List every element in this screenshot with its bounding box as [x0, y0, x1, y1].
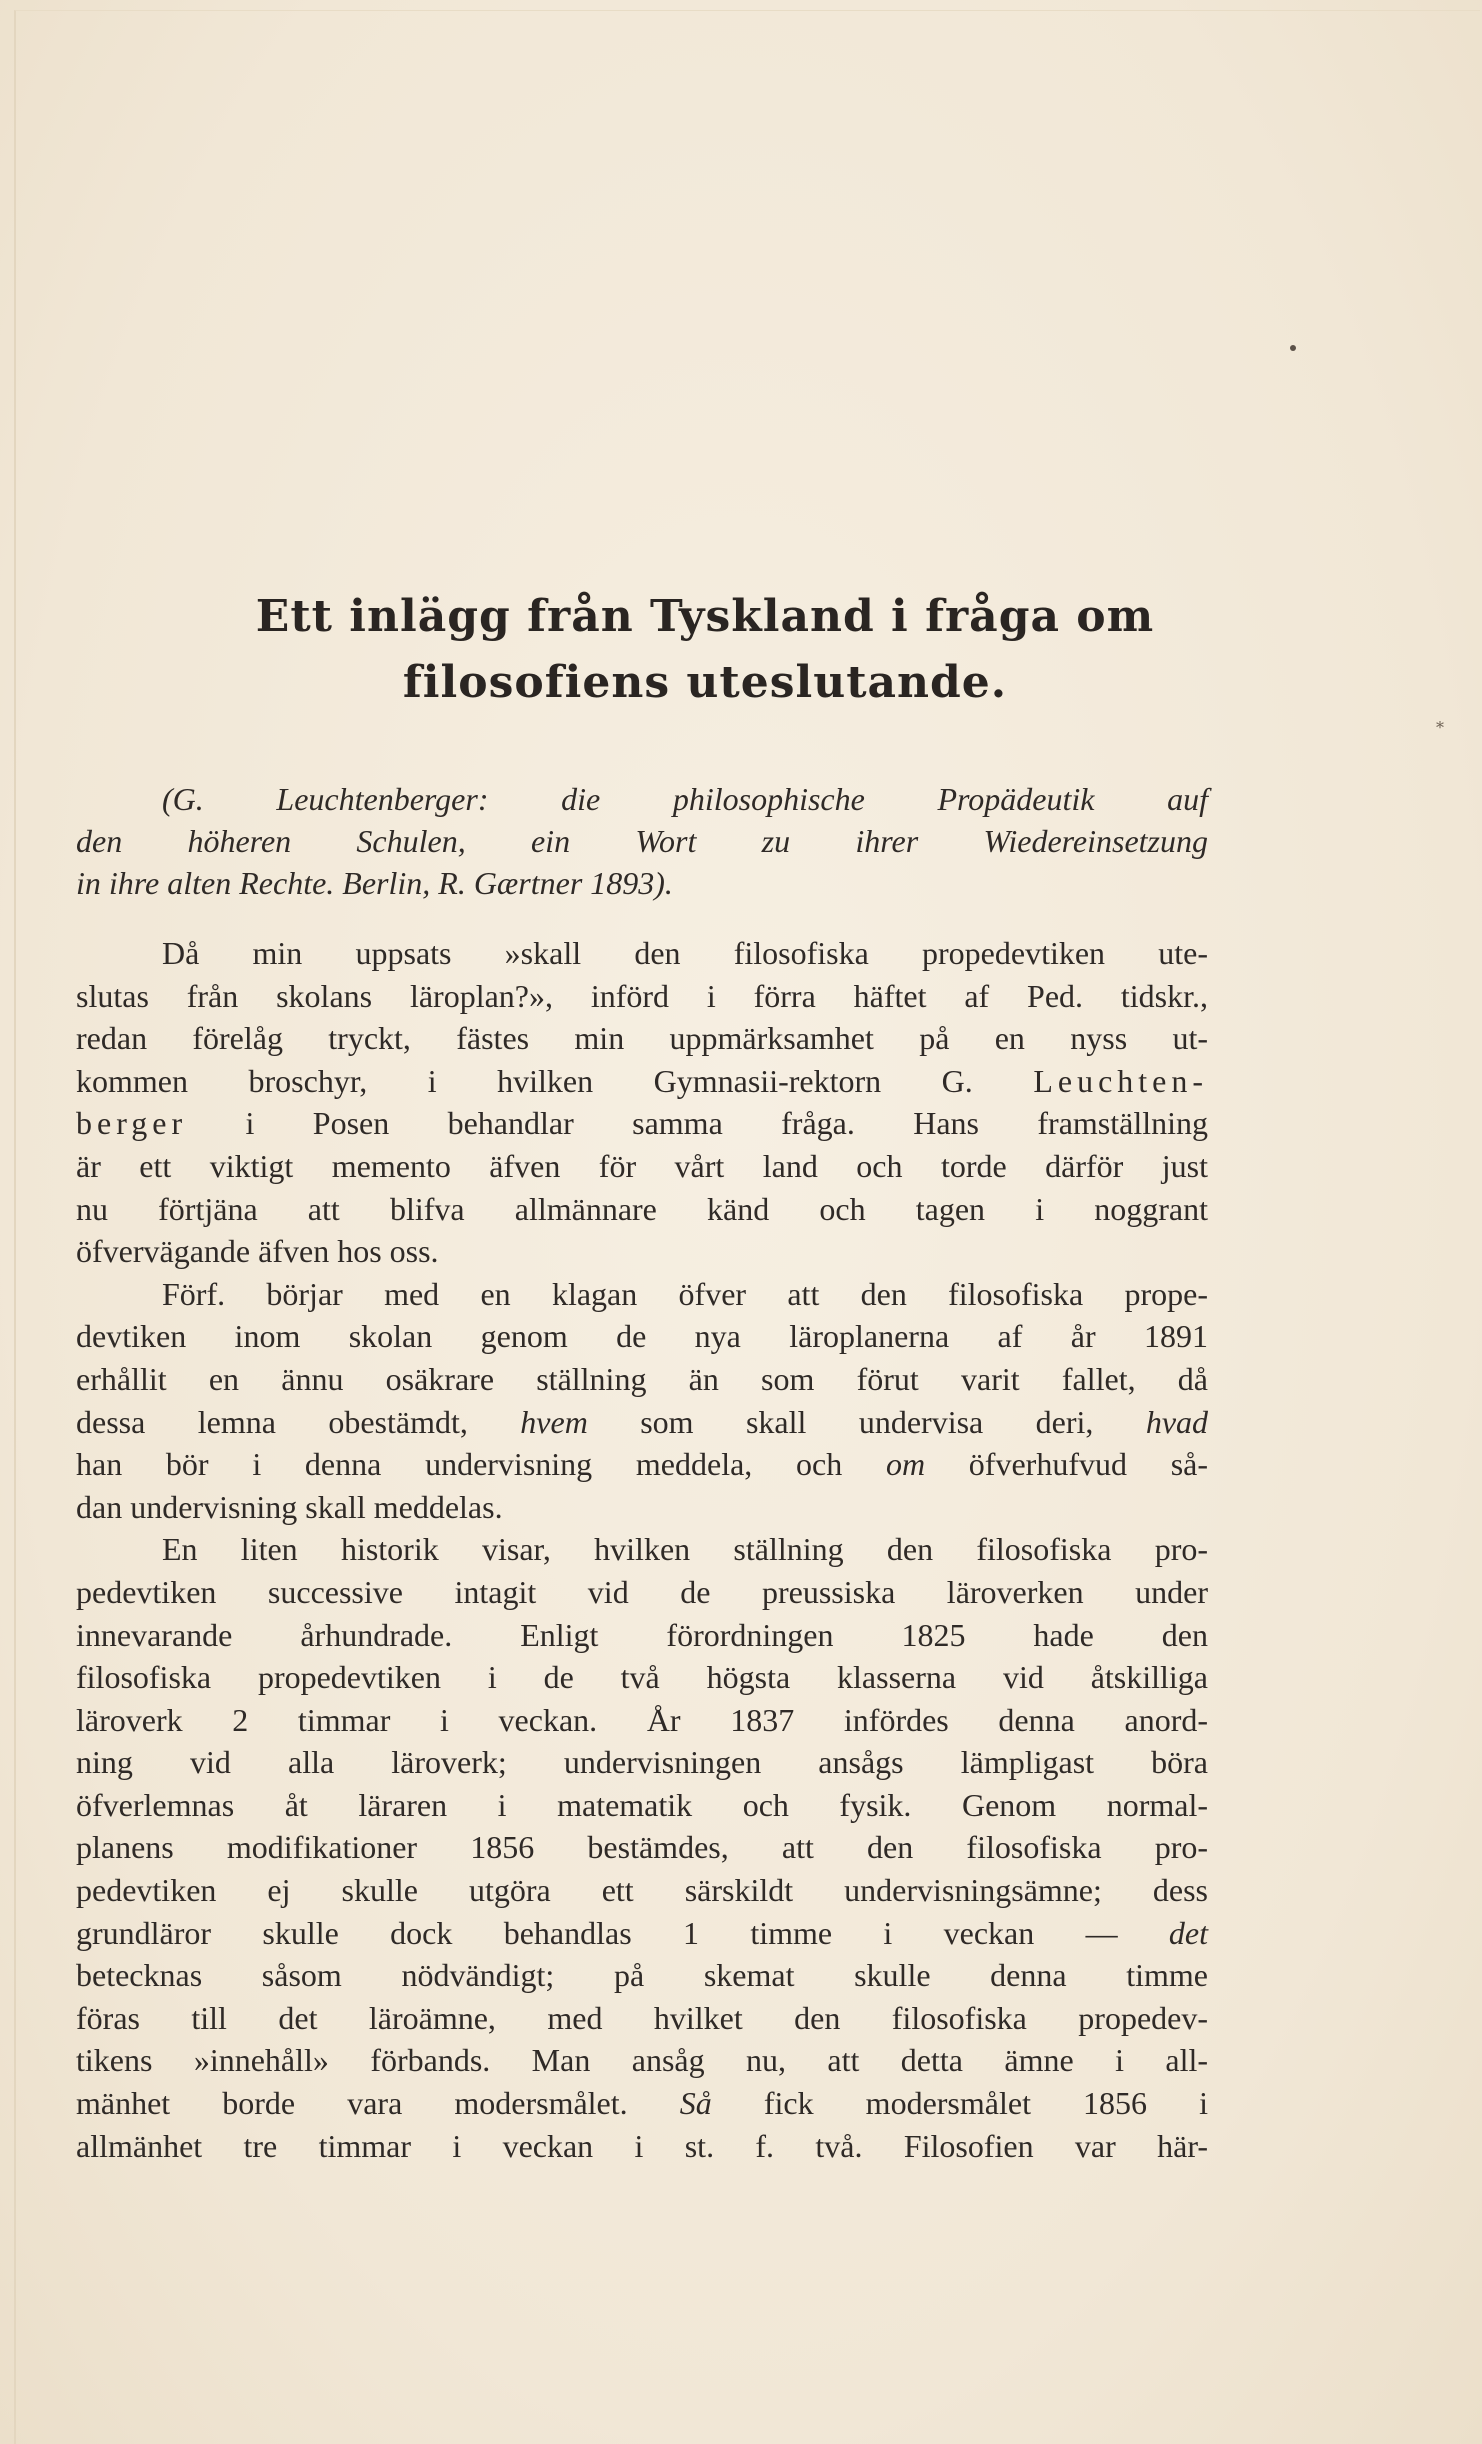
text-line: betecknas såsom nödvändigt; på skemat skulle denna timme	[76, 1957, 1208, 1994]
text-run: som skall undervisa deri,	[640, 1403, 1094, 1440]
text-line: slutas från skolans läroplan?», införd i förra häftet af Ped. tidskr.,	[76, 977, 1208, 1014]
margin-mark: *	[1436, 718, 1444, 737]
text-line: föras till det läroämne, med hvilket den filosofiska propedev-	[76, 1999, 1208, 2036]
text-line: är ett viktigt memento äfven för vårt land och torde därför just	[76, 1147, 1208, 1184]
text-line: innevarande århundrade. Enligt förordningen 1825 hade den	[76, 1616, 1208, 1653]
citation-line: den höheren Schulen, ein Wort zu ihrer Wiedereinsetzung	[76, 823, 1208, 859]
text-line: planens modifikationer 1856 bestämdes, att den filosofiska pro-	[76, 1829, 1208, 1866]
text-line: nu förtjäna att blifva allmännare känd och tagen i noggrant	[76, 1190, 1208, 1227]
title-line: Ett inlägg från Tyskland i fråga om	[255, 591, 1155, 642]
italic-word: hvad	[1145, 1403, 1209, 1440]
spaced-name: berger	[76, 1105, 188, 1142]
text-line: tikens »innehåll» förbands. Man ansåg nu, att detta ämne i all-	[76, 2042, 1208, 2079]
citation-line: (G. Leuchtenberger: die philosophische Propädeutik auf	[162, 781, 1208, 817]
citation	[76, 778, 1208, 904]
text-run: mänhet borde vara modersmålet.	[76, 2085, 628, 2122]
text-line: ning vid alla läroverk; undervisningen ansågs lämpligast böra	[76, 1744, 1208, 1781]
citation-line: in ihre alten Rechte. Berlin, R. Gærtner 1893).	[76, 865, 673, 901]
spaced-name: Leuchten-	[1033, 1062, 1209, 1099]
text-run: grundläror skulle dock behandlas 1 timme i veckan —	[76, 1914, 1118, 1951]
text-line: filosofiska propedevtiken i de två högsta klasserna vid åtskilliga	[76, 1659, 1208, 1696]
text-line	[76, 1443, 1208, 1486]
text-line	[76, 1060, 1208, 1103]
article-body	[76, 932, 1208, 2167]
text-line: En liten historik visar, hvilken ställning den filosofiska pro-	[162, 1531, 1208, 1568]
text-line	[76, 2082, 1208, 2125]
text-line	[76, 1912, 1208, 1955]
text-line: pedevtiken ej skulle utgöra ett särskildt undervisningsämne; dess	[76, 1872, 1208, 1909]
text-line: pedevtiken successive intagit vid de preussiska läroverken under	[76, 1573, 1208, 1610]
text-line: erhållit en ännu osäkrare ställning än som förut varit fallet, då	[76, 1360, 1208, 1397]
text-line: öfvervägande äfven hos oss.	[76, 1233, 439, 1270]
text-line	[76, 1102, 1208, 1145]
italic-word: det	[1168, 1914, 1209, 1951]
text-line: Då min uppsats »skall den filosofiska propedevtiken ute-	[162, 935, 1208, 971]
text-run: dessa lemna obestämdt,	[76, 1403, 468, 1440]
text-line	[76, 1401, 1208, 1444]
text-run: han bör i denna undervisning meddela, och	[76, 1446, 843, 1483]
text-line: allmänhet tre timmar i veckan i st. f. två. Filosofien var här-	[76, 2127, 1208, 2164]
text-run: öfverhufvud så-	[968, 1446, 1209, 1483]
italic-word: hvem	[520, 1403, 588, 1440]
text-line: devtiken inom skolan genom de nya läroplanerna af år 1891	[76, 1318, 1208, 1355]
text-line: Förf. börjar med en klagan öfver att den filosofiska prope-	[162, 1275, 1208, 1312]
ink-spot	[1290, 345, 1296, 351]
text-run: fick modersmålet 1856 i	[763, 2085, 1209, 2122]
text-line: dan undervisning skall meddelas.	[76, 1488, 503, 1525]
text-line: redan förelåg tryckt, fästes min uppmärksamhet på en nyss ut-	[76, 1020, 1208, 1057]
article-title	[80, 584, 1330, 716]
text-line: läroverk 2 timmar i veckan. År 1837 infördes denna anord-	[76, 1701, 1208, 1738]
italic-word: om	[885, 1446, 926, 1483]
text-run: i Posen behandlar samma fråga. Hans framställning	[245, 1105, 1209, 1142]
title-line: filosofiens uteslutande.	[402, 657, 1008, 708]
text-run: kommen broschyr, i hvilken Gymnasii-rektorn G.	[76, 1062, 973, 1099]
text-line: öfverlemnas åt läraren i matematik och fysik. Genom normal-	[76, 1786, 1208, 1823]
italic-word: Så	[679, 2085, 712, 2122]
